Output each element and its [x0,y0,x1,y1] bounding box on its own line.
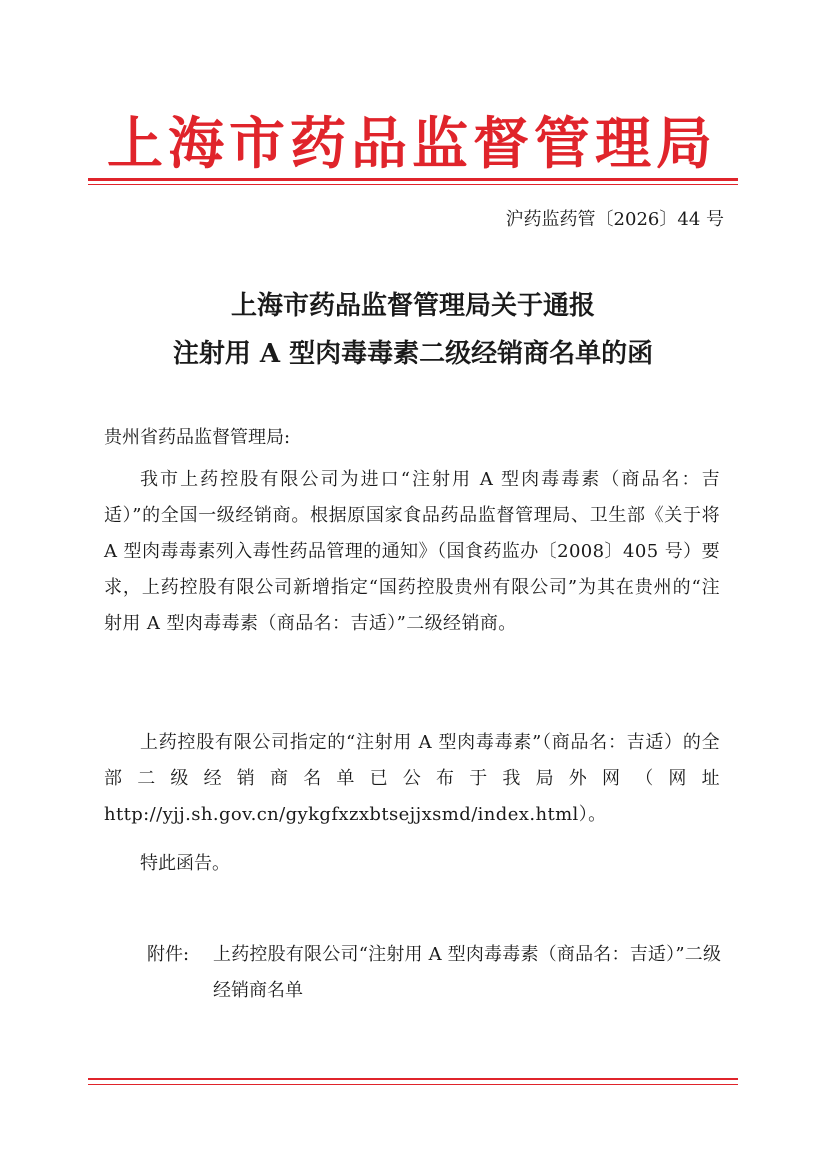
salutation: 贵州省药品监督管理局: [104,427,291,448]
title-line-1: 上海市药品监督管理局关于通报 [230,291,595,321]
title-line-2: 注射用 A 型肉毒毒素二级经销商名单的函 [172,339,654,369]
agency-letterhead: 上海市药品监督管理局 [107,111,717,177]
closing-remark: 特此函告。 [140,853,230,874]
paragraph-1: 我市上药控股有限公司为进口“注射用 A 型肉毒毒素（商品名：吉适）”的全国一级经销商。根据原国家食品药品监督管理局、卫生部《关于将 A 型肉毒毒素列入毒性药品管理的通知》（国食药监办〔2008〕405 号）要求，上药控股有限公司新增指定“国药控股贵州有限公司”为其在贵州的“注射用 A 型肉毒毒素（商品名：吉适）”二级经销商。 [104,469,720,634]
footer-red-line-thin [88,1084,738,1085]
attachment-label: 附件: [147,944,190,965]
document-number: 沪药监药管〔2026〕44 号 [505,209,724,230]
paragraph-2: 上药控股有限公司指定的“注射用 A 型肉毒毒素”（商品名：吉适）的全部二级经销商名单已公布于我局外网（网址 http://yjj.sh.gov.cn/gykgfxzxbtsejjxsmd/index.html）。 [104,732,720,825]
footer-red-line-thick [88,1078,738,1080]
header-red-line-thick [88,178,738,181]
attachment-text: 上药控股有限公司“注射用 A 型肉毒毒素（商品名：吉适）”二级经销商名单 [213,944,721,1001]
header-red-line-thin [88,184,738,185]
